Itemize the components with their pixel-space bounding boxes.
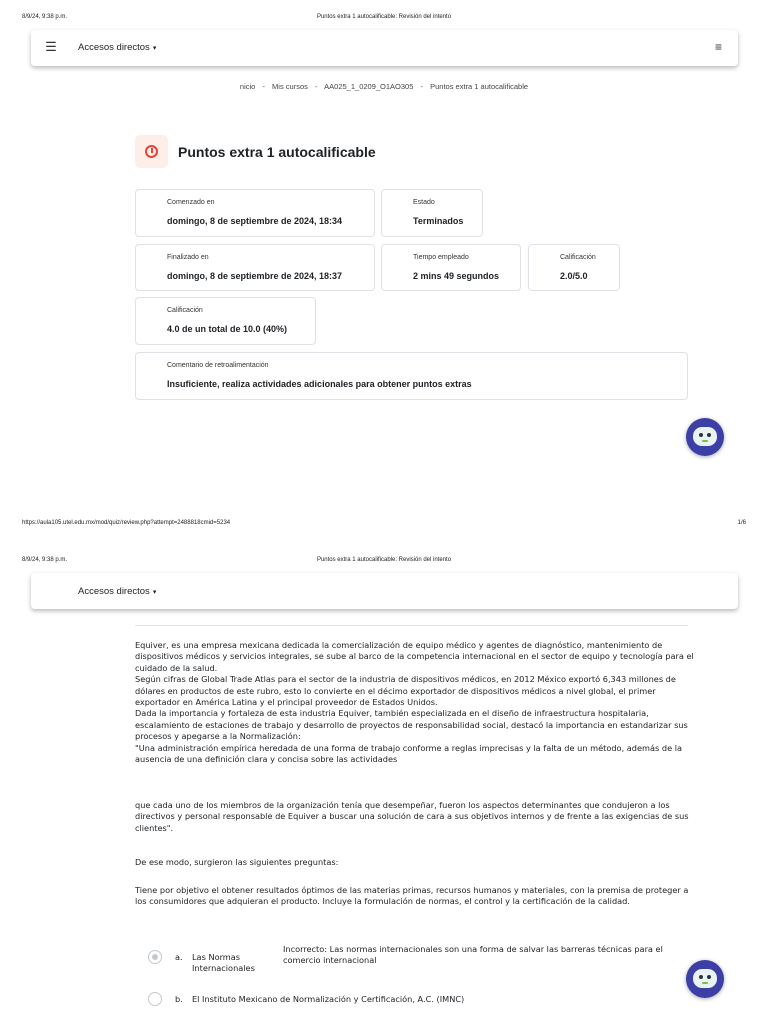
shortcuts-menu[interactable]: Accesos directos ▾: [78, 42, 157, 53]
radio-b[interactable]: [148, 992, 162, 1006]
breadcrumb-quiz[interactable]: Puntos extra 1 autocalificable: [430, 82, 529, 91]
summary-feedback: Comentario de retroalimentación Insuficiente, realiza actividades adicionales para obtener puntos extras: [135, 352, 688, 400]
stopwatch-icon: [135, 135, 168, 168]
chatbot-icon-2[interactable]: [686, 960, 724, 998]
summary-state: Estado Terminados: [381, 189, 483, 237]
summary-marks: Calificación 2.0/5.0: [528, 244, 620, 291]
option-b-label: El Instituto Mexicano de Normalización y Certificación, A.C. (IMNC): [192, 994, 465, 1004]
print-header: [22, 14, 746, 26]
page-title: Puntos extra 1 autocalificable: [178, 144, 376, 160]
question-prompt: Tiene por objetivo el obtener resultados óptimos de las materias primas, recursos humanos y materiales, con la premisa de proteger a los consumidores que adquieran el producto. Incluye la formulación de normas, el control y la certificación de la calidad.: [135, 885, 689, 907]
print-title: Puntos extra 1 autocalificable: Revisión del intento: [316, 14, 452, 20]
divider: [135, 625, 688, 626]
question-context: Equiver, es una empresa mexicana dedicada la comercialización de equipo médico y agentes de diagnóstico, mantenimiento de dispositivos médicos y servicios integrales, se sube al barco de la competencia internacional en el sector de equipo y tecnología para el cuidado de la salud. Según cifras de Global Trade Atlas para el sector de la industria de dispositivos médicos, en 2012 México exportó 6,343 millones de dólares en productos de este rubro, esto lo convierte en el décimo exportador de dispositivos médicos a nivel global, el primer exportador en América Latina y el principal proveedor de Estados Unidos. Dada la importancia y fortaleza de esta industria Equiver, también especializada en el diseño de infraestructura hospitalaria, escalamiento de estaciones de trabajo y desarrollo de proyectos de responsabilidad social, destacó la importancia en estandarizar sus procesos y apegarse a la Normalización: "Una administración empírica heredada de una forma de trabajo conforme a reglas imprecisas y la falta de un método, además de la ausencia de una definición clara y concisa sobre las actividades: [135, 640, 694, 765]
list-icon[interactable]: ≡: [714, 40, 722, 54]
print-header-2: 8/9/24, 9:38 p.m. Puntos extra 1 autocalificable: Revisión del intento: [22, 557, 452, 563]
question-lead: De ese modo, surgieron las siguientes preguntas:: [135, 857, 339, 867]
top-navbar-2: [31, 573, 738, 609]
print-page-number: 1/6: [737, 520, 746, 526]
breadcrumb-my-courses[interactable]: Mis cursos: [272, 82, 308, 91]
summary-started: Comenzado en domingo, 8 de septiembre de 2024, 18:34: [135, 189, 375, 237]
breadcrumb-home[interactable]: nicio: [239, 82, 256, 91]
option-a-feedback: Incorrecto: Las normas internacionales son una forma de salvar las barreras técnicas para el comercio internacional: [283, 944, 663, 965]
radio-a[interactable]: [148, 950, 162, 964]
top-navbar: [31, 30, 738, 66]
answer-option-a[interactable]: a. Las Normas Internacionales Incorrecto: Las normas internacionales son una forma de salvar las barreras técnicas para el comercio internacional: [148, 950, 708, 978]
question-context-cont: que cada uno de los miembros de la organización tenía que desempeñar, fueron los aspectos determinantes que condujeron a los directivos y personal responsable de Equiver a buscar una solución de cara a sus objetivos internos y de frente a las exigencias de sus clientes".: [135, 800, 689, 833]
print-footer: [22, 520, 746, 532]
option-a-label: Las Normas Internacionales: [192, 952, 255, 973]
chevron-down-icon: ▾: [152, 45, 157, 52]
breadcrumb: nicio - Mis cursos - AA025_1_0209_O1AO305 - Puntos extra 1 autocalificable: [239, 82, 529, 91]
answer-option-b[interactable]: b. El Instituto Mexicano de Normalización y Certificación, A.C. (IMNC): [148, 992, 708, 1020]
chevron-down-icon: ▾: [152, 589, 157, 596]
hamburger-icon[interactable]: ☰: [45, 39, 57, 54]
print-url: https://aula105.utel.edu.mx/mod/quiz/review.php?attempt=2488818cmid=5234: [22, 520, 231, 526]
summary-finished: Finalizado en domingo, 8 de septiembre de 2024, 18:37: [135, 244, 375, 291]
breadcrumb-course[interactable]: AA025_1_0209_O1AO305: [324, 82, 414, 91]
print-date: 8/9/24, 9:38 p.m.: [22, 14, 68, 20]
summary-grade: Calificación 4.0 de un total de 10.0 (40%): [135, 297, 316, 345]
chatbot-icon[interactable]: [686, 418, 724, 456]
shortcuts-menu-2[interactable]: Accesos directos ▾: [78, 586, 157, 597]
summary-time: Tiempo empleado 2 mins 49 segundos: [381, 244, 521, 291]
